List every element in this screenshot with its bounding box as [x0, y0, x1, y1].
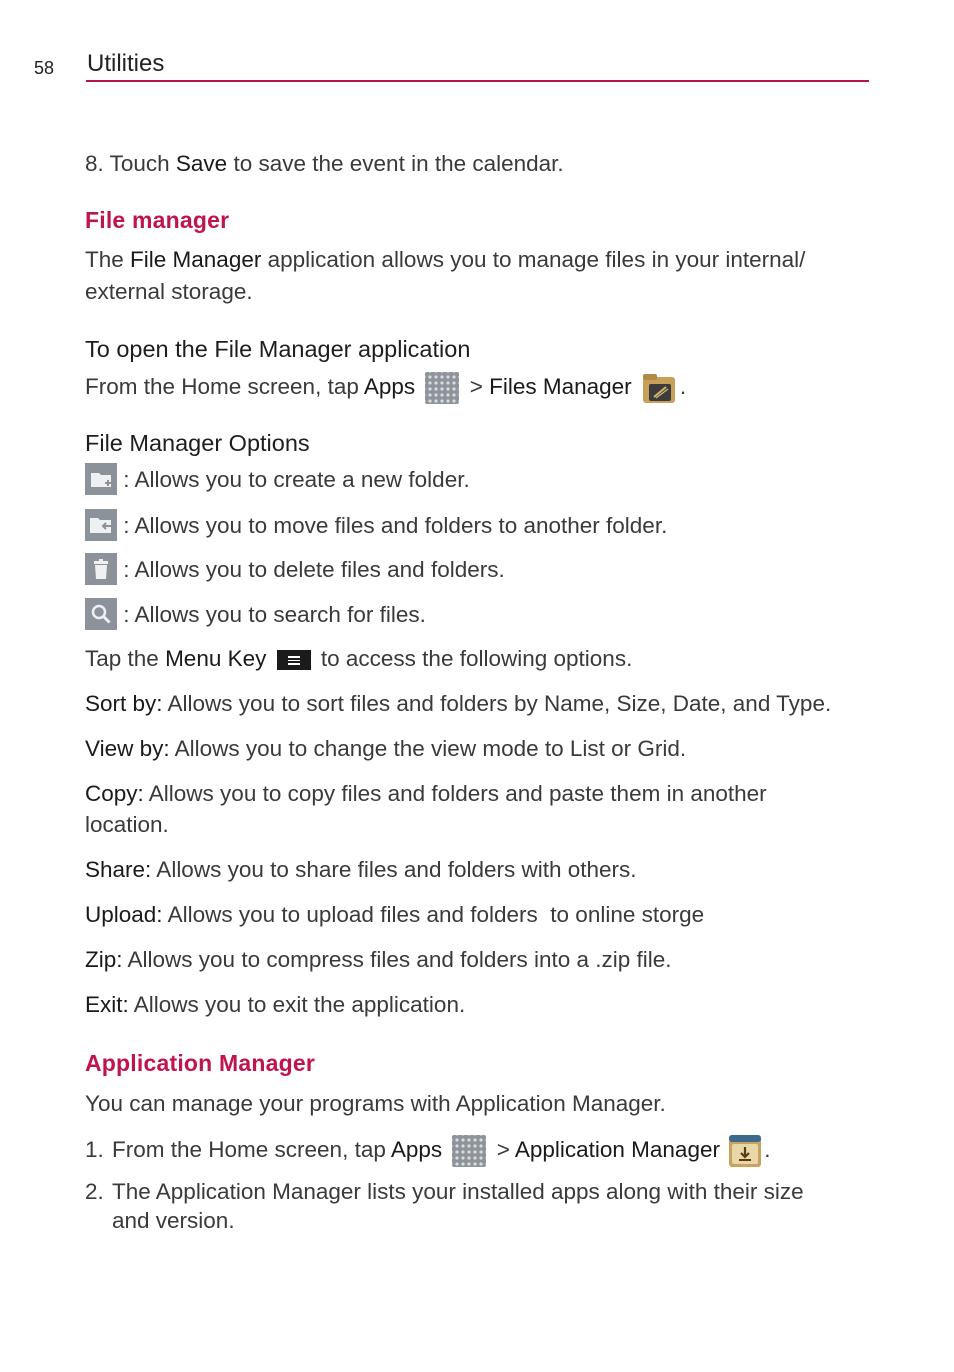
- open-file-manager-heading: To open the File Manager application: [85, 336, 471, 362]
- app-manager-step-1-number: 1.: [85, 1137, 104, 1162]
- application-manager-heading: Application Manager: [85, 1050, 315, 1076]
- menu-option-exit: Exit: Allows you to exit the application.: [85, 992, 466, 1017]
- option-search: : Allows you to search for files.: [85, 598, 426, 631]
- option-delete: : Allows you to delete files and folders.: [85, 553, 505, 586]
- menu-option-zip: Zip: Allows you to compress files and folders into a .zip file.: [85, 947, 672, 972]
- open-file-manager-instructions: From the Home screen, tap Apps > Files Manager .: [85, 371, 686, 405]
- header-rule: [86, 80, 869, 82]
- file-manager-intro-line2: external storage.: [85, 279, 253, 304]
- menu-option-copy: Copy: Allows you to copy files and folders and paste them in another: [85, 781, 767, 806]
- file-manager-options-heading: File Manager Options: [85, 430, 310, 456]
- new-folder-icon: [85, 463, 117, 495]
- page-number: 58: [34, 58, 55, 78]
- file-manager-intro-line1: The File Manager application allows you to manage files in your internal/: [85, 247, 806, 272]
- app-manager-step-1: From the Home screen, tap Apps > Application Manager .: [112, 1134, 771, 1168]
- move-folder-icon: [85, 509, 117, 541]
- application-manager-app-icon: [728, 1134, 762, 1168]
- menu-key: Menu Key: [165, 646, 267, 671]
- apps-grid-icon: [452, 1135, 486, 1167]
- trash-icon: [85, 553, 117, 585]
- menu-key-icon: [277, 650, 311, 670]
- menu-option-upload: Upload: Allows you to upload files and folders to online storge: [85, 902, 705, 927]
- apps-grid-icon: [425, 372, 459, 404]
- menu-key-line: Tap the Menu Key to access the following options.: [85, 646, 633, 671]
- file-manager-app-icon: [642, 371, 676, 405]
- menu-option-copy-line2: location.: [85, 812, 169, 837]
- app-manager-step-2-line2: and version.: [112, 1208, 235, 1233]
- section-title: Utilities: [87, 50, 165, 77]
- app-manager-step-2-number: 2.: [85, 1179, 104, 1204]
- menu-option-share: Share: Allows you to share files and folders with others.: [85, 857, 637, 882]
- search-icon: [85, 598, 117, 630]
- app-manager-step-2-line1: The Application Manager lists your installed apps along with their size: [112, 1179, 804, 1204]
- option-move-folder: : Allows you to move files and folders to another folder.: [85, 509, 667, 542]
- option-new-folder: : Allows you to create a new folder.: [85, 463, 470, 496]
- step-8: 8. Touch Save to save the event in the calendar.: [85, 151, 564, 176]
- file-manager-heading: File manager: [85, 207, 230, 233]
- save-key: Save: [175, 151, 228, 176]
- file-manager-key: File Manager: [130, 247, 262, 272]
- application-manager-intro: You can manage your programs with Application Manager.: [85, 1091, 666, 1116]
- menu-option-view-by: View by: Allows you to change the view mode to List or Grid.: [85, 736, 687, 761]
- menu-option-sort-by: Sort by: Allows you to sort files and folders by Name, Size, Date, and Type.: [85, 691, 832, 716]
